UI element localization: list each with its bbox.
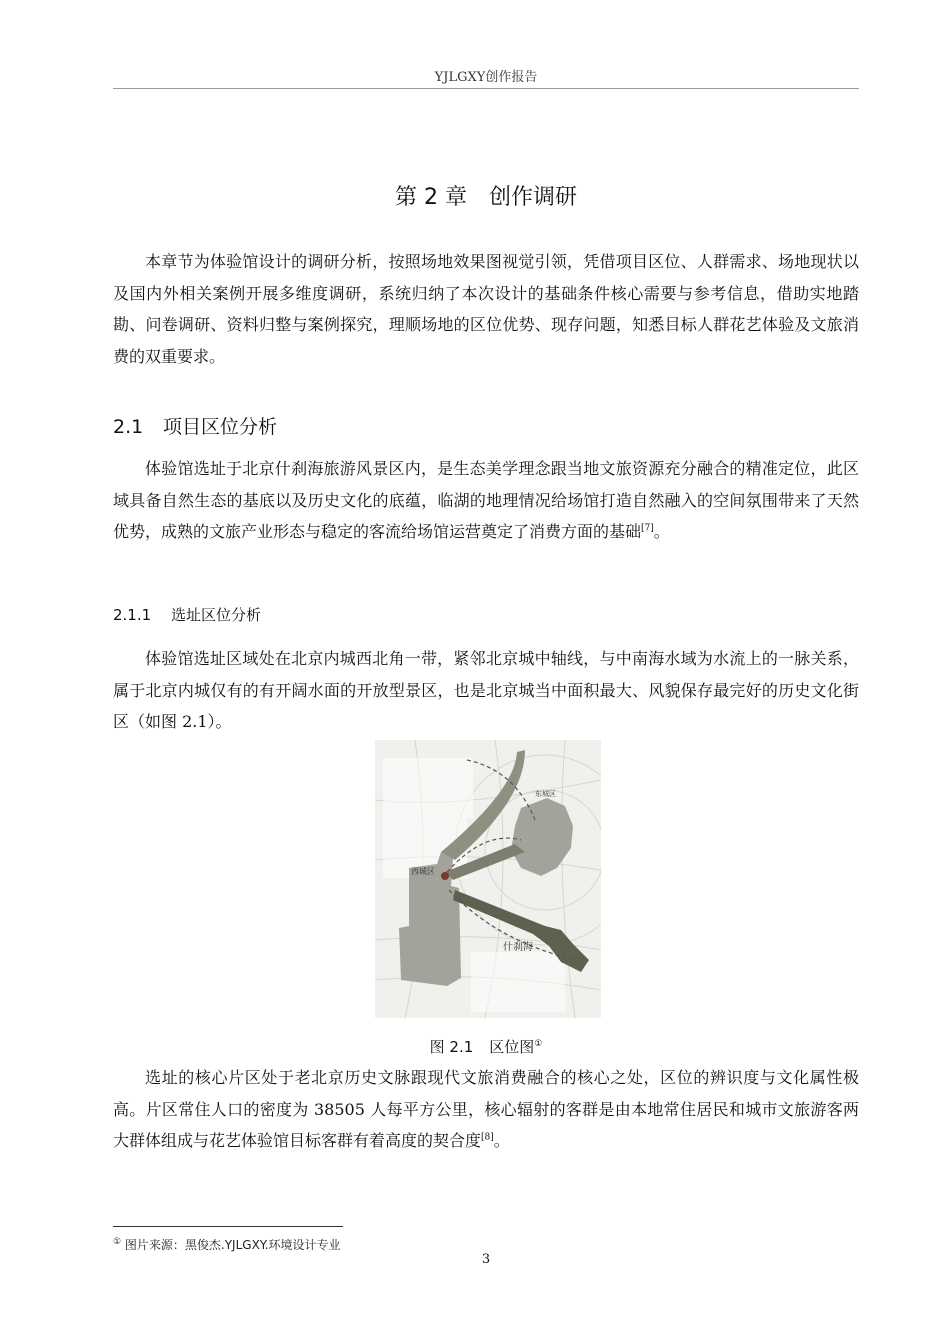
header-divider bbox=[113, 88, 859, 89]
section-2-1-paragraph bbox=[113, 453, 859, 548]
footnote-divider bbox=[113, 1226, 343, 1227]
chapter-intro-paragraph: 本章节为体验馆设计的调研分析，按照场地效果图视觉引领，凭借项目区位、人群需求、场地现状以及国内外相关案例开展多维度调研，系统归纳了本次设计的基础条件核心需要与参考信息，借助实地踏勘、问卷调研、资料归整与案例探究，理顺场地的区位优势、现存问题，知悉目标人群花艺体验及文旅消费的双重要求。 bbox=[113, 252, 859, 366]
citation-7[interactable]: [7] bbox=[641, 523, 654, 534]
figure-label: 图 2.1 bbox=[429, 1038, 474, 1056]
map-label-shichahai: 什刹海 bbox=[503, 942, 533, 953]
paragraph-text: 选址的核心片区处于老北京历史文脉跟现代文旅消费融合的核心之处，区位的辨识度与文化属性极高。片区常住人口的密度为 38505 人每平方公里，核心辐射的客群是由本地常住居民和城市文旅游客两大群体组成与花艺体验馆目标客群有着高度的契合度 bbox=[113, 1068, 859, 1150]
citation-8[interactable]: [8] bbox=[481, 1132, 494, 1143]
footnote-reference[interactable]: ① bbox=[534, 1039, 543, 1049]
section-title: 项目区位分析 bbox=[163, 416, 278, 438]
chapter-title: 第 2 章 创作调研 bbox=[395, 185, 577, 210]
paragraph-end: 。 bbox=[653, 522, 670, 541]
section-heading-2-1 bbox=[113, 412, 859, 439]
paragraph-end: 。 bbox=[493, 1131, 510, 1150]
section-heading-2-1-1 bbox=[113, 604, 859, 625]
footnote-text: 图片来源：黑俊杰.YJLGXY.环境设计专业 bbox=[124, 1238, 341, 1252]
figure-caption bbox=[113, 1036, 859, 1057]
paragraph-text: 体验馆选址于北京什刹海旅游风景区内，是生态美学理念跟当地文旅资源充分融合的精准定位，此区域具备自然生态的基底以及历史文化的底蕴，临湖的地理情况给场馆打造自然融入的空间氛围带来了天然优势，成熟的文旅产业形态与稳定的客流给场馆运营奠定了消费方面的基础 bbox=[113, 459, 859, 541]
figure-title: 区位图 bbox=[489, 1038, 535, 1056]
section-number: 2.1 bbox=[113, 416, 144, 438]
map-label-xicheng: 西城区 bbox=[411, 867, 435, 876]
section-2-1-1-paragraph-2 bbox=[113, 1062, 859, 1157]
subsection-title: 选址区位分析 bbox=[171, 606, 262, 624]
site-marker bbox=[441, 872, 449, 880]
footnote-mark: ① bbox=[113, 1237, 122, 1247]
running-header: YJLGXY创作报告 bbox=[434, 70, 538, 85]
footnote bbox=[113, 1236, 341, 1253]
page-number: 3 bbox=[481, 1252, 491, 1267]
subsection-number: 2.1.1 bbox=[113, 606, 152, 624]
section-2-1-1-paragraph: 体验馆选址区域处在北京内城西北角一带，紧邻北京城中轴线，与中南海水域为水流上的一脉关系，属于北京内城仅有的有开阔水面的开放型景区，也是北京城当中面积最大、风貌保存最完好的历史文化街区（如图 2.1）。 bbox=[113, 649, 859, 731]
location-map-figure bbox=[375, 740, 601, 1018]
location-map bbox=[375, 740, 601, 1018]
map-label-dongcheng: 东城区 bbox=[535, 790, 556, 798]
